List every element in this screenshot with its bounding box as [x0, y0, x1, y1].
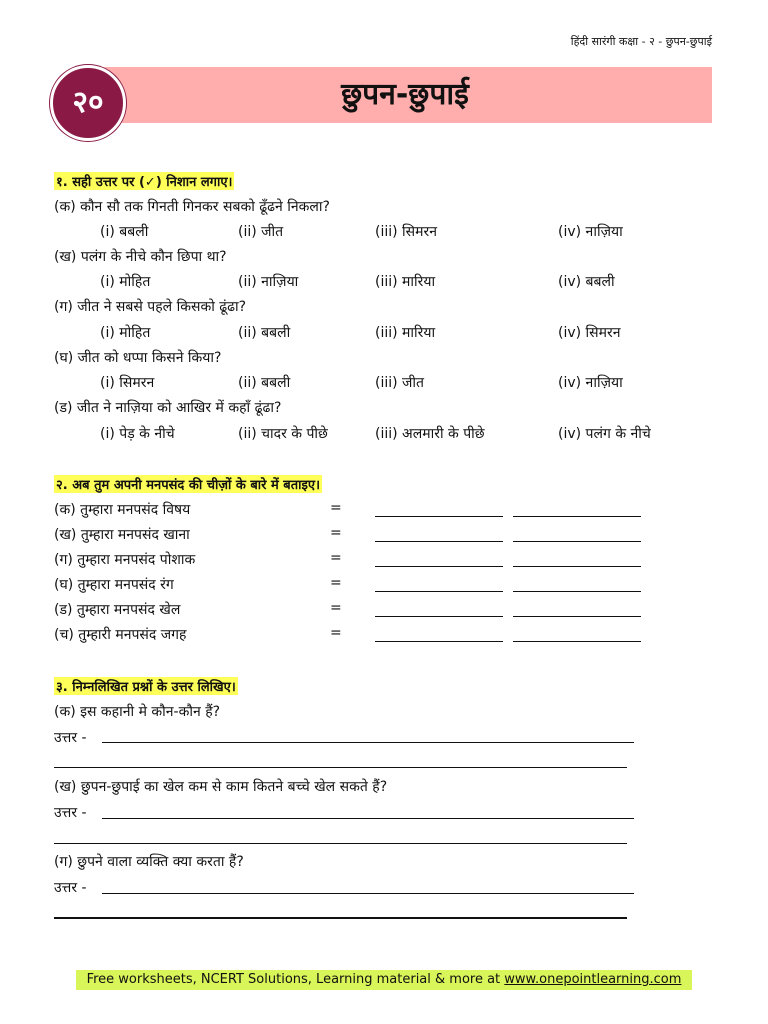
equals-sign: = [330, 600, 342, 616]
option[interactable]: (i) सिमरन [100, 375, 155, 391]
option[interactable]: (iv) नाज़िया [558, 375, 623, 391]
answer-blank[interactable] [375, 516, 503, 517]
answer-blank[interactable] [375, 616, 503, 617]
page-title: छुपन-छुपाई [341, 77, 469, 112]
answer-blank[interactable] [513, 516, 641, 517]
answer-blank[interactable] [375, 566, 503, 567]
preference-label: (क) तुम्हारा मनपसंद विषय [54, 502, 191, 518]
section1-heading: १. सही उत्तर पर (✓) निशान लगाए। [54, 172, 234, 190]
answer-label: उत्तर - [54, 730, 87, 746]
answer-blank[interactable] [513, 591, 641, 592]
option[interactable]: (iv) सिमरन [558, 325, 621, 341]
preference-label: (ग) तुम्हारा मनपसंद पोशाक [54, 552, 196, 568]
section3-heading: ३. निम्नलिखित प्रश्नों के उत्तर लिखिए। [54, 677, 238, 695]
answer-line[interactable] [54, 767, 627, 768]
chapter-number-badge: २० [50, 65, 126, 141]
answer-line[interactable] [102, 893, 634, 894]
option[interactable]: (i) बबली [100, 224, 149, 240]
answer-blank[interactable] [513, 641, 641, 642]
question: (क) कौन सौ तक गिनती गिनकर सबको ढूँढने निकला? [54, 199, 330, 215]
answer-line[interactable] [102, 742, 634, 743]
equals-sign: = [330, 550, 342, 566]
option[interactable]: (iii) जीत [375, 375, 425, 391]
header-note: हिंदी सारंगी कक्षा - २ - छुपन-छुपाई [570, 35, 712, 48]
preference-label: (च) तुम्हारी मनपसंद जगह [54, 627, 187, 643]
answer-line[interactable] [102, 818, 634, 819]
option[interactable]: (i) पेड़ के नीचे [100, 426, 175, 442]
question: (ड) जीत ने नाज़िया को आखिर में कहाँ ढूंढा? [54, 400, 282, 416]
answer-blank[interactable] [375, 641, 503, 642]
option[interactable]: (ii) चादर के पीछे [238, 426, 328, 442]
question: (ग) छुपने वाला व्यक्ति क्या करता हैं? [54, 854, 244, 870]
option[interactable]: (ii) जीत [238, 224, 284, 240]
option[interactable]: (iv) नाज़िया [558, 224, 623, 240]
section2-heading: २. अब तुम अपनी मनपसंद की चीज़ों के बारे में बताइए। [54, 475, 322, 493]
option[interactable]: (i) मोहित [100, 325, 151, 341]
option[interactable]: (iii) मारिया [375, 325, 436, 341]
preference-label: (ड) तुम्हारा मनपसंद खेल [54, 602, 181, 618]
question: (ग) जीत ने सबसे पहले किसको ढूंढा? [54, 299, 247, 315]
question: (ख) छुपन-छुपाई का खेल कम से काम कितने बच्चे खेल सकते हैं? [54, 779, 388, 795]
option[interactable]: (iv) बबली [558, 274, 615, 290]
question: (ख) पलंग के नीचे कौन छिपा था? [54, 249, 227, 265]
answer-blank[interactable] [513, 541, 641, 542]
answer-line[interactable] [54, 917, 627, 919]
answer-label: उत्तर - [54, 805, 87, 821]
option[interactable]: (ii) बबली [238, 375, 291, 391]
option[interactable]: (ii) बबली [238, 325, 291, 341]
footer-banner [76, 970, 692, 990]
answer-blank[interactable] [375, 591, 503, 592]
answer-line[interactable] [54, 843, 627, 844]
footer-text: Free worksheets, NCERT Solutions, Learning material & more at [86, 972, 505, 987]
option[interactable]: (iii) सिमरन [375, 224, 438, 240]
answer-blank[interactable] [513, 566, 641, 567]
equals-sign: = [330, 525, 342, 541]
option[interactable]: (ii) नाज़िया [238, 274, 299, 290]
question: (घ) जीत को धप्पा किसने किया? [54, 350, 222, 366]
answer-label: उत्तर - [54, 880, 87, 896]
question: (क) इस कहानी मे कौन-कौन हैं? [54, 704, 221, 720]
answer-blank[interactable] [513, 616, 641, 617]
option[interactable]: (i) मोहित [100, 274, 151, 290]
option[interactable]: (iii) अलमारी के पीछे [375, 426, 485, 442]
footer-link[interactable]: www.onepointlearning.com [504, 972, 682, 987]
preference-label: (ख) तुम्हारा मनपसंद खाना [54, 527, 190, 543]
option[interactable]: (iii) मारिया [375, 274, 436, 290]
option[interactable]: (iv) पलंग के नीचे [558, 426, 651, 442]
answer-blank[interactable] [375, 541, 503, 542]
equals-sign: = [330, 575, 342, 591]
equals-sign: = [330, 500, 342, 516]
equals-sign: = [330, 625, 342, 641]
preference-label: (घ) तुम्हारा मनपसंद रंग [54, 577, 174, 593]
